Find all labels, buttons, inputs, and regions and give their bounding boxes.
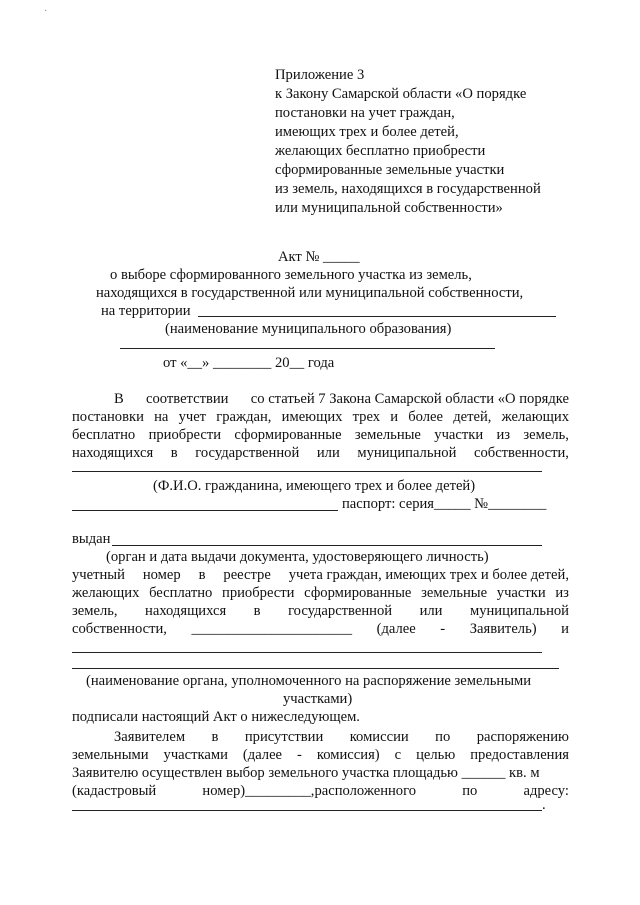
end-dot: .	[542, 797, 546, 813]
act-subtitle: о выборе сформированного земельного участка из земель,	[110, 267, 472, 283]
paragraph-line: бесплатно приобрести сформированные земельные участки из земель,	[72, 427, 569, 443]
authority-blank	[72, 668, 559, 669]
act-subtitle: находящихся в государственной или муниципальной собственности,	[96, 285, 524, 301]
address-blank	[72, 810, 542, 811]
paragraph-line: земель, находящихся в государственной или муниципальной	[72, 603, 569, 619]
appendix-line: Приложение 3	[275, 67, 365, 83]
appendix-line: желающих бесплатно приобрести	[275, 143, 486, 159]
document-caption: (орган и дата выдачи документа, удостоверяющего личность)	[106, 549, 489, 565]
appendix-line: сформированные земельные участки	[275, 162, 505, 178]
issued-label: выдан	[72, 531, 111, 547]
paragraph-line: учетный номер в реестре учета граждан, имеющих трех и более детей,	[72, 567, 569, 583]
paragraph-line: Заявителем в присутствии комиссии по распоряжению	[114, 729, 569, 745]
paragraph-line: земельными участками (далее - комиссия) с целью предоставления	[72, 747, 569, 763]
paragraph-line: собственности, ______________________ (далее - Заявитель) и	[72, 621, 569, 637]
appendix-line: постановки на учет граждан,	[275, 105, 455, 121]
appendix-line: имеющих трех и более детей,	[275, 124, 459, 140]
paragraph-line: желающих бесплатно приобрести сформированные земельные участки из	[72, 585, 569, 601]
territory-blank	[198, 316, 556, 317]
blank-line	[72, 652, 542, 653]
issued-blank	[112, 545, 542, 546]
paragraph-line: Заявителю осуществлен выбор земельного участка площадью ______ кв. м	[72, 765, 540, 781]
municipality-caption: (наименование муниципального образования)	[165, 321, 452, 337]
act-title: Акт № _____	[278, 249, 360, 265]
passport-line: паспорт: серия_____ №________	[342, 496, 547, 512]
scan-dot: ·	[44, 6, 48, 17]
signed-line: подписали настоящий Акт о нижеследующем.	[72, 709, 360, 725]
authority-caption: (наименование органа, уполномоченного на распоряжение земельными	[86, 673, 532, 689]
paragraph-line: находящихся в государственной или муниципальной собственности,	[72, 445, 569, 461]
act-date-line: от «__» ________ 20__ года	[163, 355, 335, 371]
paragraph-line: (кадастровый номер)_________,расположенного по адресу:	[72, 783, 569, 799]
territory-label: на территории	[101, 303, 191, 319]
appendix-line: или муниципальной собственности»	[275, 200, 503, 216]
citizen-caption: (Ф.И.О. гражданина, имеющего трех и более детей)	[153, 478, 476, 494]
blank-line	[72, 510, 338, 511]
citizen-name-blank	[72, 471, 542, 472]
authority-caption: участками)	[283, 691, 353, 707]
blank-line	[120, 348, 495, 349]
paragraph-line: постановки на учет граждан, имеющих трех и более детей, желающих	[72, 409, 569, 425]
appendix-line: из земель, находящихся в государственной	[275, 181, 541, 197]
appendix-line: к Закону Самарской области «О порядке	[275, 86, 527, 102]
paragraph-line: В соответствии со статьей 7 Закона Самарской области «О порядке	[114, 391, 569, 407]
